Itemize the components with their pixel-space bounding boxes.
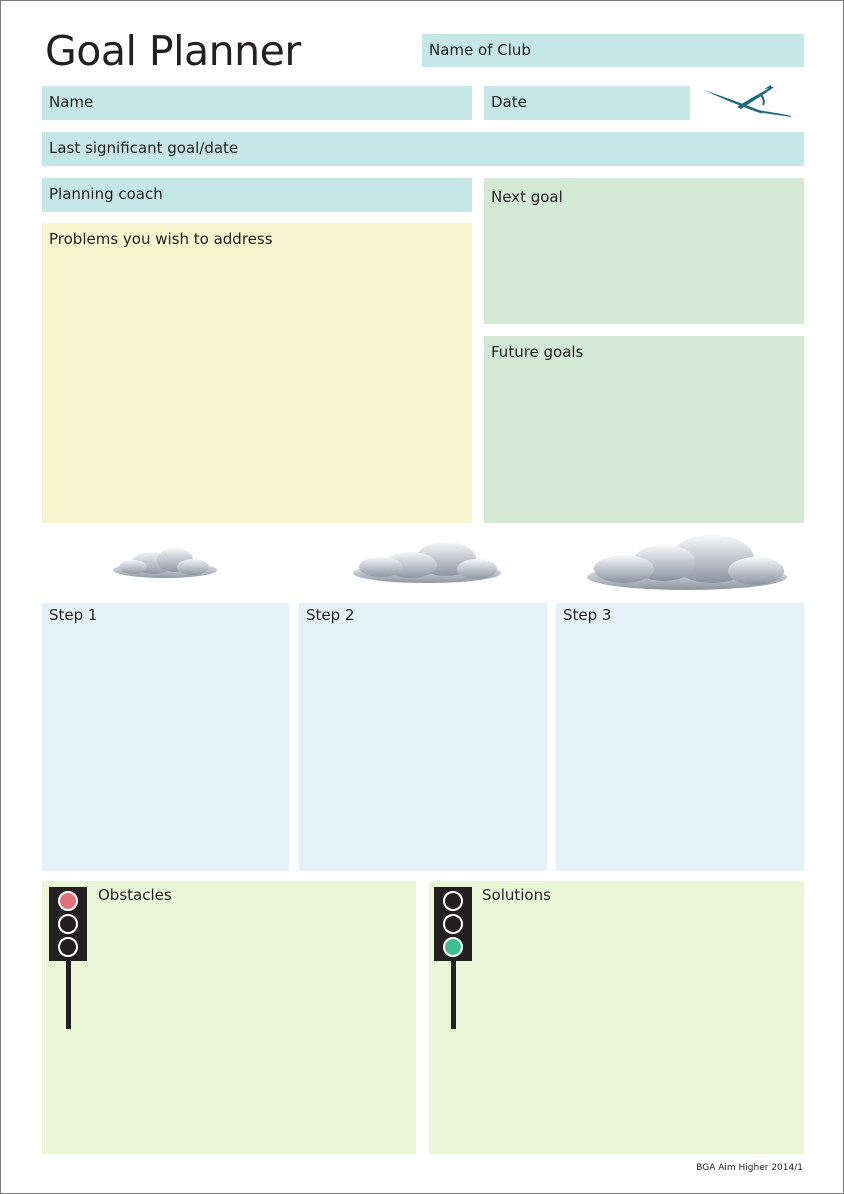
amber-lamp	[443, 914, 463, 934]
step-3-field[interactable]	[556, 603, 804, 871]
traffic-light-housing	[434, 887, 472, 961]
cloud-icon	[111, 543, 219, 583]
problems-label: Problems you wish to address	[49, 230, 273, 248]
step-1-label: Step 1	[49, 606, 98, 624]
date-label: Date	[491, 93, 527, 111]
future-goals-field[interactable]	[484, 336, 804, 523]
date-field[interactable]	[484, 86, 690, 120]
name-of-club-label: Name of Club	[429, 41, 531, 59]
future-goals-label: Future goals	[491, 343, 584, 361]
footer-text: BGA Aim Higher 2014/1	[696, 1163, 803, 1173]
green-lamp	[443, 937, 463, 957]
planning-coach-label: Planning coach	[49, 185, 163, 203]
green-lamp	[58, 937, 78, 957]
step-2-field[interactable]	[299, 603, 547, 871]
next-goal-label: Next goal	[491, 188, 563, 206]
obstacles-label: Obstacles	[98, 886, 172, 904]
red-lamp	[58, 891, 78, 911]
traffic-light-pole	[66, 961, 71, 1029]
step-3-label: Step 3	[563, 606, 612, 624]
solutions-field[interactable]	[429, 881, 804, 1154]
name-label: Name	[49, 93, 94, 111]
name-of-club-field[interactable]	[422, 34, 804, 67]
solutions-label: Solutions	[482, 886, 551, 904]
traffic-light-housing	[49, 887, 87, 961]
red-lamp	[443, 891, 463, 911]
planning-coach-field[interactable]	[42, 178, 472, 212]
problems-field[interactable]	[42, 223, 472, 523]
next-goal-field[interactable]	[484, 178, 804, 324]
amber-lamp	[58, 914, 78, 934]
step-2-label: Step 2	[306, 606, 355, 624]
step-1-field[interactable]	[42, 603, 289, 871]
traffic-light-pole	[451, 961, 456, 1029]
page-title: Goal Planner	[45, 27, 301, 75]
name-field[interactable]	[42, 86, 472, 120]
obstacles-field[interactable]	[42, 881, 416, 1154]
cloud-icon	[351, 537, 503, 589]
cloud-icon	[584, 529, 790, 599]
last-goal-field[interactable]	[42, 132, 804, 166]
glider-icon	[701, 83, 793, 121]
last-goal-label: Last significant goal/date	[49, 139, 239, 157]
